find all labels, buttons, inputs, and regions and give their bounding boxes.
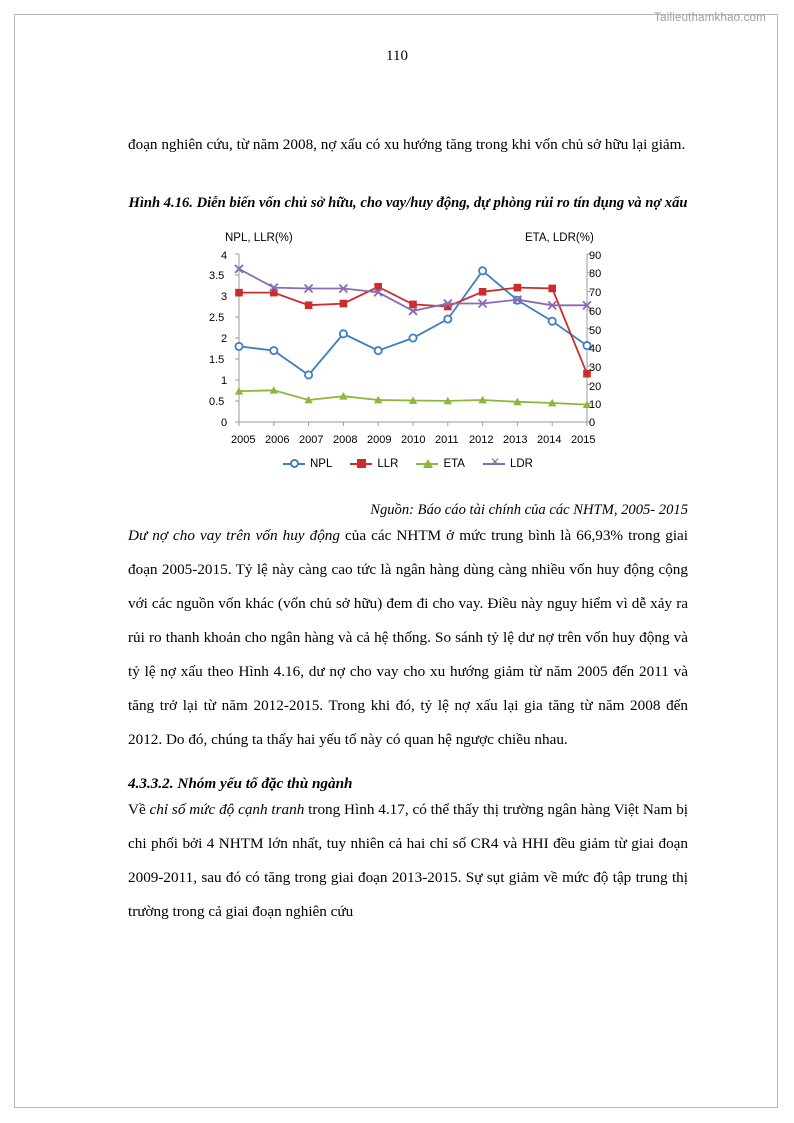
legend-item-npl: [283, 458, 332, 470]
legend-marker-cross-icon: ✕: [489, 455, 501, 469]
paragraph-3-c: trong Hình 4.17, có thể thấy thị trường ngân hàng Việt Nam bị chi phối bởi 4 NHTM lớn nhất, tuy nhiên cả hai chỉ số CR4 và HHI đều giảm từ giai đoạn 2009-2011, sau đó có tăng trong giai đoạn 2013-2015. Sự sụt giảm về mức độ tập trung thị trường trong cả giai đoạn nghiên cứu: [128, 801, 689, 920]
legend-line-eta: [416, 463, 438, 465]
legend-label-eta: ETA: [443, 458, 465, 470]
page-number: 110: [386, 48, 408, 64]
legend-marker-square-icon: [357, 459, 366, 468]
right-tick-40: 40: [589, 343, 602, 355]
legend-item-ldr: [483, 455, 533, 470]
paragraph-2-rest: của các NHTM ở mức trung bình là 66,93% trong giai đoạn 2005-2015. Tỷ lệ này càng cao tức là ngân hàng dùng càng nhiều vốn huy động cộng với các nguồn vốn khác (vốn chủ sở hữu) đem đi cho vay. Điều này nguy hiểm vì dễ xảy ra rủi ro thanh khoản cho ngân hàng và cả hệ thống. So sánh tỷ lệ dư nợ trên vốn huy động và tỷ lệ nợ xấu theo Hình 4.16, dư nợ cho vay cho xu hướng giảm từ năm 2005 đến 2011 và tăng trở lại từ năm 2012-2015. Trong khi đó, tỷ lệ nợ xấu lại gia tăng từ năm 2008 đến 2012. Do đó, chúng ta thấy hai yếu tố này có quan hệ ngược chiều nhau.: [128, 527, 688, 748]
x-tick-2014: 2014: [537, 434, 562, 446]
right-tick-0: 0: [589, 417, 596, 429]
figure-chart: [173, 226, 643, 488]
figure-source: Nguồn: Báo cáo tài chính của các NHTM, 2005- 2015: [370, 502, 688, 518]
x-tick-2005: 2005: [231, 434, 256, 446]
left-tick-0: 0: [221, 417, 228, 429]
watermark: Tailieuthamkhao.com: [654, 12, 766, 24]
legend-label-npl: NPL: [309, 458, 333, 470]
right-tick-10: 10: [589, 399, 602, 411]
section-heading: 4.3.3.2. Nhóm yếu tố đặc thù ngành: [128, 775, 353, 792]
legend-item-eta: [416, 458, 465, 470]
right-tick-20: 20: [589, 381, 602, 393]
x-tick-2013: 2013: [503, 434, 528, 446]
x-tick-2006: 2006: [265, 434, 290, 446]
legend-marker-triangle-icon: [423, 459, 433, 468]
paragraph-1: đoạn nghiên cứu, từ năm 2008, nợ xấu có xu hướng tăng trong khi vốn chủ sở hữu lại giảm.: [128, 136, 686, 153]
legend-line-npl: [283, 463, 305, 465]
right-tick-80: 80: [589, 268, 602, 280]
right-tick-60: 60: [589, 306, 602, 318]
left-tick-0-5: 0.5: [209, 396, 225, 408]
right-tick-70: 70: [589, 287, 602, 299]
legend-line-llr: [350, 463, 372, 465]
right-tick-90: 90: [589, 250, 602, 262]
x-tick-2011: 2011: [435, 434, 459, 446]
chart-legend: [173, 455, 643, 470]
x-tick-2012: 2012: [469, 434, 494, 446]
legend-label-llr: LLR: [377, 458, 399, 470]
chart-left-axis-title: NPL, LLR(%): [225, 232, 293, 244]
document-content: [128, 128, 688, 929]
paragraph-3-b: chỉ số mức độ cạnh tranh: [149, 801, 305, 818]
left-tick-2-5: 2.5: [209, 312, 225, 324]
left-tick-1: 1: [221, 375, 228, 387]
left-tick-3-5: 3.5: [209, 270, 225, 282]
paragraph-2: [128, 519, 688, 757]
x-tick-2015: 2015: [571, 434, 596, 446]
legend-item-llr: [350, 458, 398, 470]
legend-marker-circle-icon: [290, 459, 299, 468]
left-tick-4: 4: [221, 250, 228, 262]
x-tick-2007: 2007: [299, 434, 324, 446]
x-tick-2009: 2009: [367, 434, 392, 446]
chart-plot-area: [173, 226, 643, 456]
legend-line-ldr: [483, 455, 505, 469]
x-tick-2010: 2010: [401, 434, 426, 446]
paragraph-3-a: Về: [128, 801, 150, 818]
right-tick-30: 30: [589, 362, 602, 374]
legend-label-ldr: LDR: [509, 458, 533, 470]
paragraph-2-lead: Dư nợ cho vay trên vốn huy động: [128, 527, 340, 544]
left-tick-3: 3: [221, 291, 228, 303]
paragraph-3: [128, 793, 688, 929]
chart-right-axis-title: ETA, LDR(%): [525, 232, 594, 244]
x-tick-2008: 2008: [333, 434, 358, 446]
figure-title: Hình 4.16. Diễn biến vốn chủ sở hữu, cho vay/huy động, dự phòng rủi ro tín dụng và nợ xấu: [128, 195, 688, 211]
left-tick-2: 2: [221, 333, 228, 345]
right-tick-50: 50: [589, 325, 602, 337]
left-tick-1-5: 1.5: [209, 354, 225, 366]
